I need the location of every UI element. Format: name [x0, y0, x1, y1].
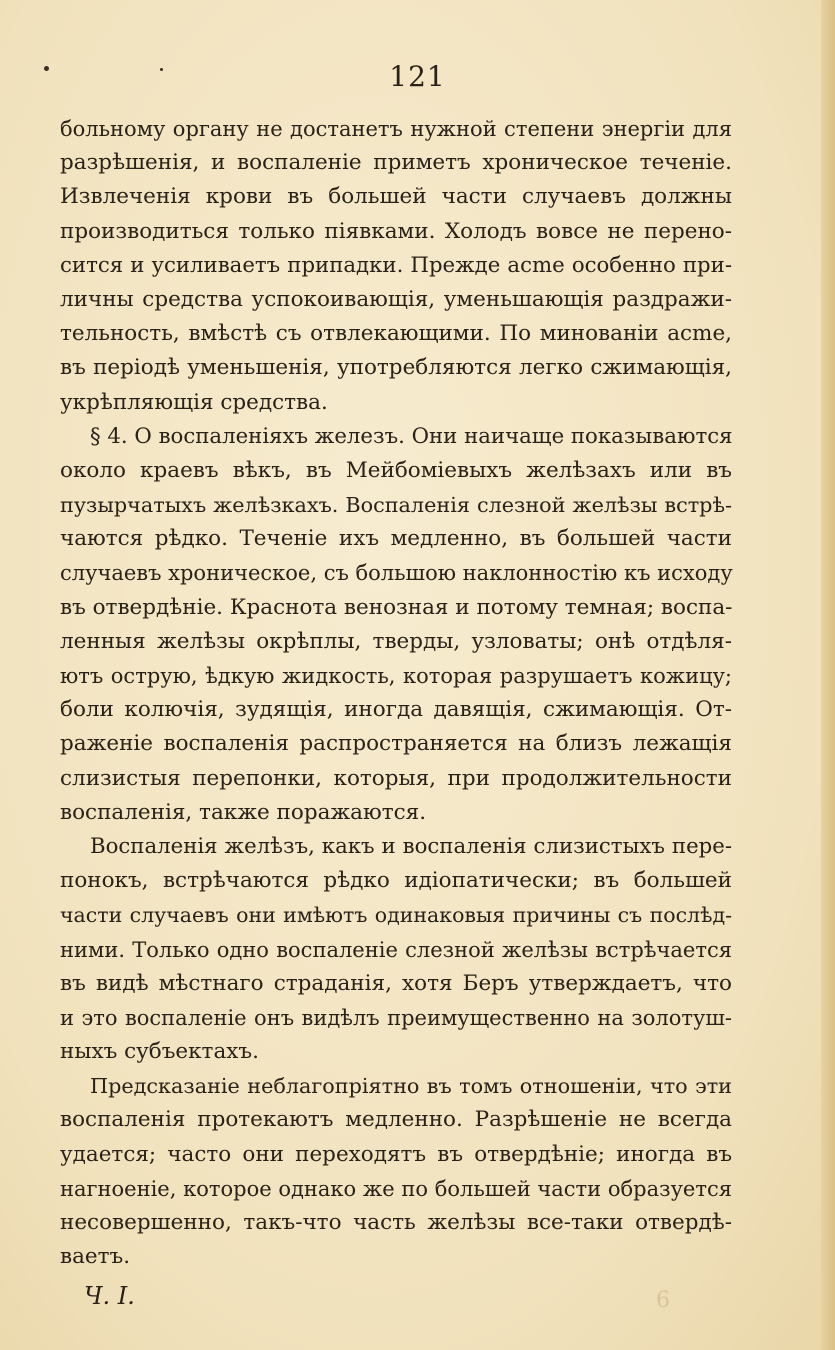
text-line: нагноеніе, которое однако же по большей части образуется — [60, 1176, 732, 1201]
text-line: случаевъ хроническое, съ большою наклонностію къ исходу — [60, 561, 733, 586]
corner-mark: 6 — [656, 1288, 670, 1313]
text-line: въ періодѣ уменьшенія, употребляются легко сжимающія, — [60, 355, 732, 381]
text-line: въ отвердѣніе. Краснота венозная и потому темная; воспа- — [60, 594, 733, 620]
text-line: разрѣшенія, и воспаленіе приметъ хроническое теченіе. — [60, 150, 732, 176]
text-line: сится и усиливаетъ припадки. Прежде acme особенно при- — [60, 252, 732, 278]
text-line: понокъ, встрѣчаются рѣдко идіопатически; въ большей — [60, 868, 732, 894]
text-line: воспаленія, также поражаются. — [60, 799, 427, 825]
text-line: ютъ острую, ѣдкую жидкость, которая разрушаетъ кожицу; — [60, 664, 732, 688]
text-line: ленныя желѣзы окрѣплы, тверды, узловаты; онѣ отдѣля- — [60, 628, 732, 654]
text-line: боли колючія, зудящія, иногда давящія, сжимающія. От- — [60, 697, 732, 723]
text-line: ныхъ субъектахъ. — [60, 1039, 259, 1065]
text-line: Воспаленія желѣзъ, какъ и воспаленія слизистыхъ пере- — [90, 833, 732, 859]
text-line: воспаленія протекаютъ медленно. Разрѣшеніе не всегда — [60, 1107, 732, 1133]
text-line: больному органу не достанетъ нужной степени энергіи для — [60, 117, 732, 141]
body-text — [60, 112, 732, 1274]
text-line: личны средства успокоивающія, уменьшающія раздражи- — [60, 286, 732, 312]
text-line: слизистыя перепонки, которыя, при продолжительности — [60, 765, 732, 791]
text-line: ними. Только одно воспаленіе слезной желѣзы встрѣчается — [60, 937, 732, 962]
text-line: Извлеченія крови въ большей части случаевъ должны — [60, 184, 732, 210]
text-line: тельность, вмѣстѣ съ отвлекающими. По минованіи acme, — [60, 321, 732, 347]
text-line: и это воспаленіе онъ видѣлъ преимущественно на золотуш- — [60, 1005, 732, 1030]
text-line: части случаевъ они имѣютъ одинаковыя причины съ послѣд- — [60, 903, 732, 928]
signature-mark: Ч. I. — [84, 1282, 135, 1310]
text-line: несовершенно, такъ-что часть желѣзы все-таки отвердѣ- — [60, 1210, 732, 1235]
text-line: укрѣпляющія средства. — [60, 389, 328, 415]
text-line: Предсказаніе неблагопріятно въ томъ отношеніи, что эти — [90, 1074, 732, 1099]
text-line: около краевъ вѣкъ, въ Мейбоміевыхъ желѣзахъ или въ — [60, 457, 732, 483]
section-heading-line: § 4. О воспаленіяхъ железъ. Они наичаще показываются — [90, 423, 733, 449]
page-number: 121 — [389, 60, 446, 93]
page-edge — [821, 0, 835, 1350]
text-line: ваетъ. — [60, 1244, 131, 1270]
text-line: чаются рѣдко. Теченіе ихъ медленно, въ большей части — [60, 526, 732, 552]
text-line: раженіе воспаленія распространяется на близъ лежащія — [60, 731, 732, 757]
text-line: производиться только піявками. Холодъ вовсе не перено- — [60, 218, 732, 244]
text-line: пузырчатыхъ желѣзкахъ. Воспаленія слезной желѣзы встрѣ- — [60, 493, 732, 518]
text-line: удается; часто они переходятъ въ отвердѣніе; иногда въ — [60, 1141, 732, 1167]
text-line: въ видѣ мѣстнаго страданія, хотя Беръ утверждаетъ, что — [60, 970, 732, 996]
